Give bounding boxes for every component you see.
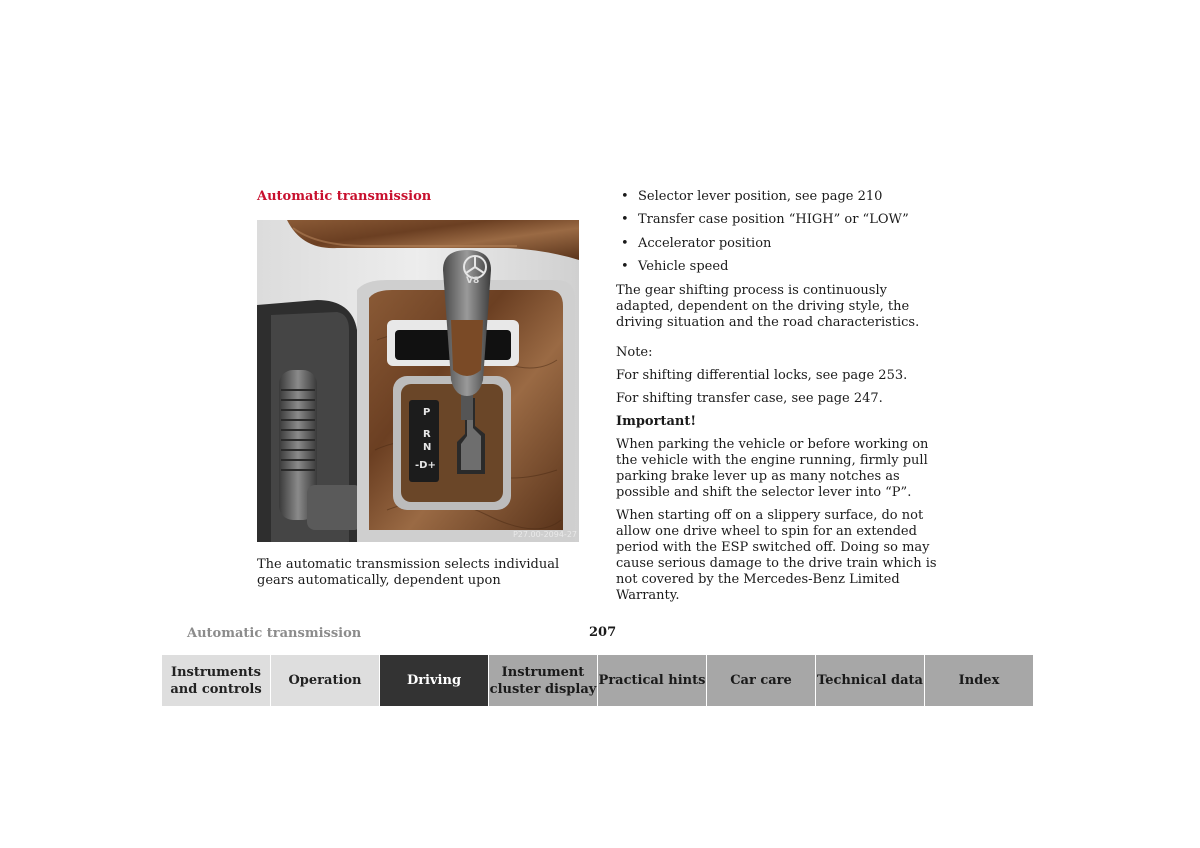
list-item [616, 212, 946, 228]
gear-label-r: R [423, 429, 431, 440]
important-label: Important! [616, 413, 697, 429]
list-item-text: Accelerator position [638, 235, 772, 251]
tab-operation[interactable]: Operation [271, 655, 380, 706]
note-transfer-case: For shifting transfer case, see page 247. [616, 390, 883, 406]
tab-instrument-cluster-display[interactable]: Instrument cluster display [489, 655, 598, 706]
bullet-icon: • [621, 189, 629, 204]
important-parking-paragraph: When parking the vehicle or before working on the vehicle with the engine running, firmly pull parking brake lever up as many notches as possible and shift the selector lever into “P”. [616, 436, 929, 500]
criteria-list [616, 189, 946, 275]
bullet-icon: • [621, 259, 629, 275]
tab-index[interactable]: Index [925, 655, 1034, 706]
list-item [616, 259, 946, 275]
note-differential-locks: For shifting differential locks, see page 253. [616, 367, 908, 383]
figure-code: P27.00-2094-27 [512, 530, 577, 539]
gear-selector-illustration [257, 220, 579, 542]
tab-practical-hints[interactable]: Practical hints [598, 655, 707, 706]
right-column [616, 189, 946, 611]
chapter-navigation [162, 655, 1034, 706]
note-label: Note: [616, 344, 653, 360]
important-slippery-paragraph: When starting off on a slippery surface, do not allow one drive wheel to spin for an extended period with the ESP switched off. Doing so may cause serious damage to the drive train which is not covered by the Mercedes-Benz Limited Warranty. [616, 507, 937, 603]
tab-car-care[interactable]: Car care [707, 655, 816, 706]
list-item-text: Selector lever position, see page 210 [638, 189, 883, 204]
figure-caption: The automatic transmission selects individual gears automatically, dependent upon [257, 557, 560, 588]
page-number: 207 [589, 625, 617, 640]
tab-instruments-and-controls[interactable]: Instruments and controls [162, 655, 271, 706]
tab-technical-data[interactable]: Technical data [816, 655, 925, 706]
gear-label-p: P [423, 407, 431, 418]
adaptive-shifting-paragraph: The gear shifting process is continuously adapted, dependent on the driving style, the driving situation and the road characteristics. [616, 282, 920, 330]
gear-label-n: N [423, 442, 432, 453]
list-item-text: Transfer case position “HIGH” or “LOW” [638, 212, 909, 228]
gear-label-d: -D+ [415, 460, 436, 471]
bullet-icon: • [621, 235, 629, 251]
list-item-text: Vehicle speed [638, 259, 729, 275]
tab-driving[interactable]: Driving [380, 655, 489, 706]
section-title: Automatic transmission [257, 189, 432, 204]
knob-badge: V8 [466, 276, 480, 286]
footer-section-title: Automatic transmission [187, 626, 362, 641]
bullet-icon: • [621, 212, 629, 228]
list-item [616, 189, 946, 205]
list-item [616, 236, 946, 252]
